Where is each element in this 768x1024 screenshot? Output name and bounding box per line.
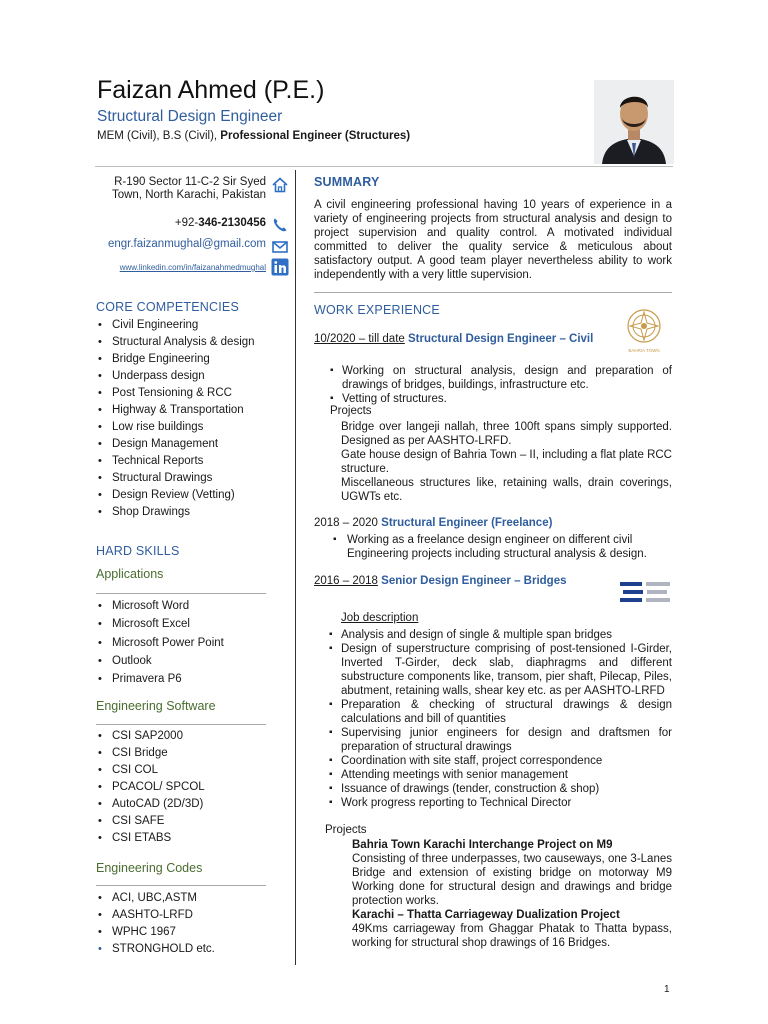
job-bullet: ▪ Vetting of structures.: [330, 392, 672, 406]
email-icon: [271, 238, 289, 256]
job-bullet: ▪ Working on structural analysis, design and preparation of drawings of bridges, buildings, infrastructure etc.: [330, 364, 672, 392]
list-item: • Structural Drawings: [96, 470, 255, 487]
job2-bullets: [333, 533, 658, 561]
list-item: • Outlook: [96, 653, 224, 671]
job3-bullets: [329, 628, 672, 810]
job-bullet: ▪ Issuance of drawings (tender, construction & shop): [329, 782, 672, 796]
engineering-software-heading: Engineering Software: [96, 699, 216, 713]
job-bullet: ▪ Coordination with site staff, project correspondence: [329, 754, 672, 768]
project-description: 49Kms carriageway from Ghaggar Phatak to Thatta bypass, working for structural shop drawings of 16 Bridges.: [352, 923, 672, 949]
engineering-codes-heading: Engineering Codes: [96, 861, 203, 875]
list-item: • CSI SAP2000: [96, 728, 205, 745]
list-item: • Low rise buildings: [96, 419, 255, 436]
divider: [96, 724, 266, 725]
list-item: • AASHTO-LRFD: [96, 907, 215, 924]
job3-projects: [352, 838, 672, 950]
job1-projects-label: Projects: [330, 405, 372, 417]
list-item: • Technical Reports: [96, 453, 255, 470]
list-item: • Microsoft Excel: [96, 616, 224, 634]
bahria-town-logo: [626, 306, 662, 358]
phone-number: 346-2130456: [198, 217, 266, 229]
job-dates: 2018 – 2020: [314, 517, 378, 529]
phone-prefix: +92-: [174, 217, 199, 229]
job-role: Structural Design Engineer – Civil: [408, 333, 594, 345]
job1-projects: [341, 420, 672, 504]
home-icon: [271, 176, 289, 194]
project-description: Consisting of three underpasses, two causeways, one 3-Lanes Bridge and extension of existing bridge on motorway M9 Working done for structural design and drawings and bridge protection works.: [352, 853, 672, 907]
list-item: • Design Management: [96, 436, 255, 453]
list-item: • Primavera P6: [96, 671, 224, 689]
list-item: • CSI COL: [96, 762, 205, 779]
logo-text: BAHRIA TOWN: [628, 348, 660, 353]
summary-heading: SUMMARY: [314, 175, 380, 189]
linkedin-icon: [271, 258, 289, 276]
applications-list: [96, 598, 224, 689]
list-item: • CSI SAFE: [96, 813, 205, 830]
profile-photo-image: [594, 80, 674, 164]
applications-heading: Applications: [96, 567, 164, 581]
job-dates: 2016 – 2018: [314, 575, 378, 587]
hard-skills-heading: HARD SKILLS: [96, 544, 180, 558]
job-role: Senior Design Engineer – Bridges: [381, 575, 567, 587]
list-item: • AutoCAD (2D/3D): [96, 796, 205, 813]
job-dates: 10/2020 – till date: [314, 333, 405, 345]
project-title: Bahria Town Karachi Interchange Project on M9: [352, 839, 613, 851]
candidate-title: Structural Design Engineer: [97, 108, 283, 125]
core-competencies-list: [96, 317, 255, 521]
job-bullet: ▪ Work progress reporting to Technical Director: [329, 796, 672, 810]
list-item: • Microsoft Power Point: [96, 635, 224, 653]
job-title-2: [314, 517, 552, 529]
divider: [314, 292, 672, 293]
candidate-name: Faizan Ahmed (P.E.): [97, 76, 325, 104]
engineering-software-list: [96, 728, 205, 847]
divider: [96, 885, 266, 886]
job-title-3: [314, 575, 566, 587]
company-logo: [620, 580, 670, 604]
job-role: Structural Engineer (Freelance): [381, 517, 553, 529]
list-item: • Microsoft Word: [96, 598, 224, 616]
engineering-codes-list: [96, 890, 215, 958]
job-bullet: ▪ Supervising junior engineers for design and draftsmen for preparation of structural drawings: [329, 726, 672, 754]
list-item: • Highway & Transportation: [96, 402, 255, 419]
column-divider: [295, 170, 296, 965]
profile-photo: [594, 80, 674, 164]
qualifications-plain: MEM (Civil), B.S (Civil),: [97, 130, 221, 142]
phone-icon: [271, 216, 289, 234]
job-bullet: ▪ Working as a freelance design engineer on different civil Engineering projects including structural analysis & design.: [333, 533, 658, 561]
work-experience-heading: WORK EXPERIENCE: [314, 303, 440, 317]
list-item: • CSI Bridge: [96, 745, 205, 762]
job-bullet: ▪ Design of superstructure comprising of post-tensioned I-Girder, Inverted T-Girder, deck slab, diaphragms and different substructure components like, transom, pier shaft, Pilecap, Piles, abutment, retaining walls, shear key etc. as per AASHTO-LRFD: [329, 642, 672, 698]
job3-projects-label: Projects: [325, 824, 367, 836]
job-title-1: [314, 333, 593, 345]
qualifications-bold: Professional Engineer (Structures): [220, 130, 411, 142]
list-item: • Structural Analysis & design: [96, 334, 255, 351]
contact-phone: [96, 217, 266, 230]
contact-address: [96, 176, 266, 202]
list-item: • CSI ETABS: [96, 830, 205, 847]
list-item: • STRONGHOLD etc.: [96, 941, 215, 958]
job-bullet: ▪ Preparation & checking of structural drawings & design calculations and bill of quantities: [329, 698, 672, 726]
project-item: Bridge over langeji nallah, three 100ft spans simply supported. Designed as per AASHTO-LRFD.: [341, 421, 672, 447]
job1-bullets: [330, 364, 672, 406]
page-number: 1: [664, 984, 670, 995]
divider: [96, 593, 266, 594]
address-line-1: R-190 Sector 11-C-2 Sir Syed: [114, 176, 266, 188]
list-item: • WPHC 1967: [96, 924, 215, 941]
project-title: Karachi – Thatta Carriageway Dualization Project: [352, 909, 620, 921]
job-bullet: ▪ Analysis and design of single & multiple span bridges: [329, 628, 672, 642]
list-item: • PCACOL/ SPCOL: [96, 779, 205, 796]
list-item: • Underpass design: [96, 368, 255, 385]
header-divider: [95, 166, 673, 167]
qualifications: [97, 130, 410, 142]
project-item: Miscellaneous structures like, retaining walls, drain coverings, UGWTs etc.: [341, 477, 672, 503]
list-item: • Shop Drawings: [96, 504, 255, 521]
contact-email[interactable]: engr.faizanmughal@gmail.com: [107, 238, 266, 250]
list-item: • ACI, UBC,ASTM: [96, 890, 215, 907]
list-item: • Bridge Engineering: [96, 351, 255, 368]
summary-text: A civil engineering professional having 10 years of experience in a variety of engineering projects from structural analysis and design to project supervision and quality control. A motivated individual committed to deliver the quality service & meticulous about satisfactory output. A good team player nevertheless ability to work independently with a very little supervision.: [314, 199, 672, 281]
job-description-label: Job description: [341, 612, 419, 624]
job-bullet: ▪ Attending meetings with senior management: [329, 768, 672, 782]
core-competencies-heading: CORE COMPETENCIES: [96, 300, 239, 314]
contact-linkedin[interactable]: www.linkedin.com/in/faizanahmedmughal: [119, 263, 266, 272]
address-line-2: Town, North Karachi, Pakistan: [111, 189, 266, 201]
project-item: Gate house design of Bahria Town – II, including a flat plate RCC structure.: [341, 449, 672, 475]
list-item: • Design Review (Vetting): [96, 487, 255, 504]
list-item: • Post Tensioning & RCC: [96, 385, 255, 402]
list-item: • Civil Engineering: [96, 317, 255, 334]
